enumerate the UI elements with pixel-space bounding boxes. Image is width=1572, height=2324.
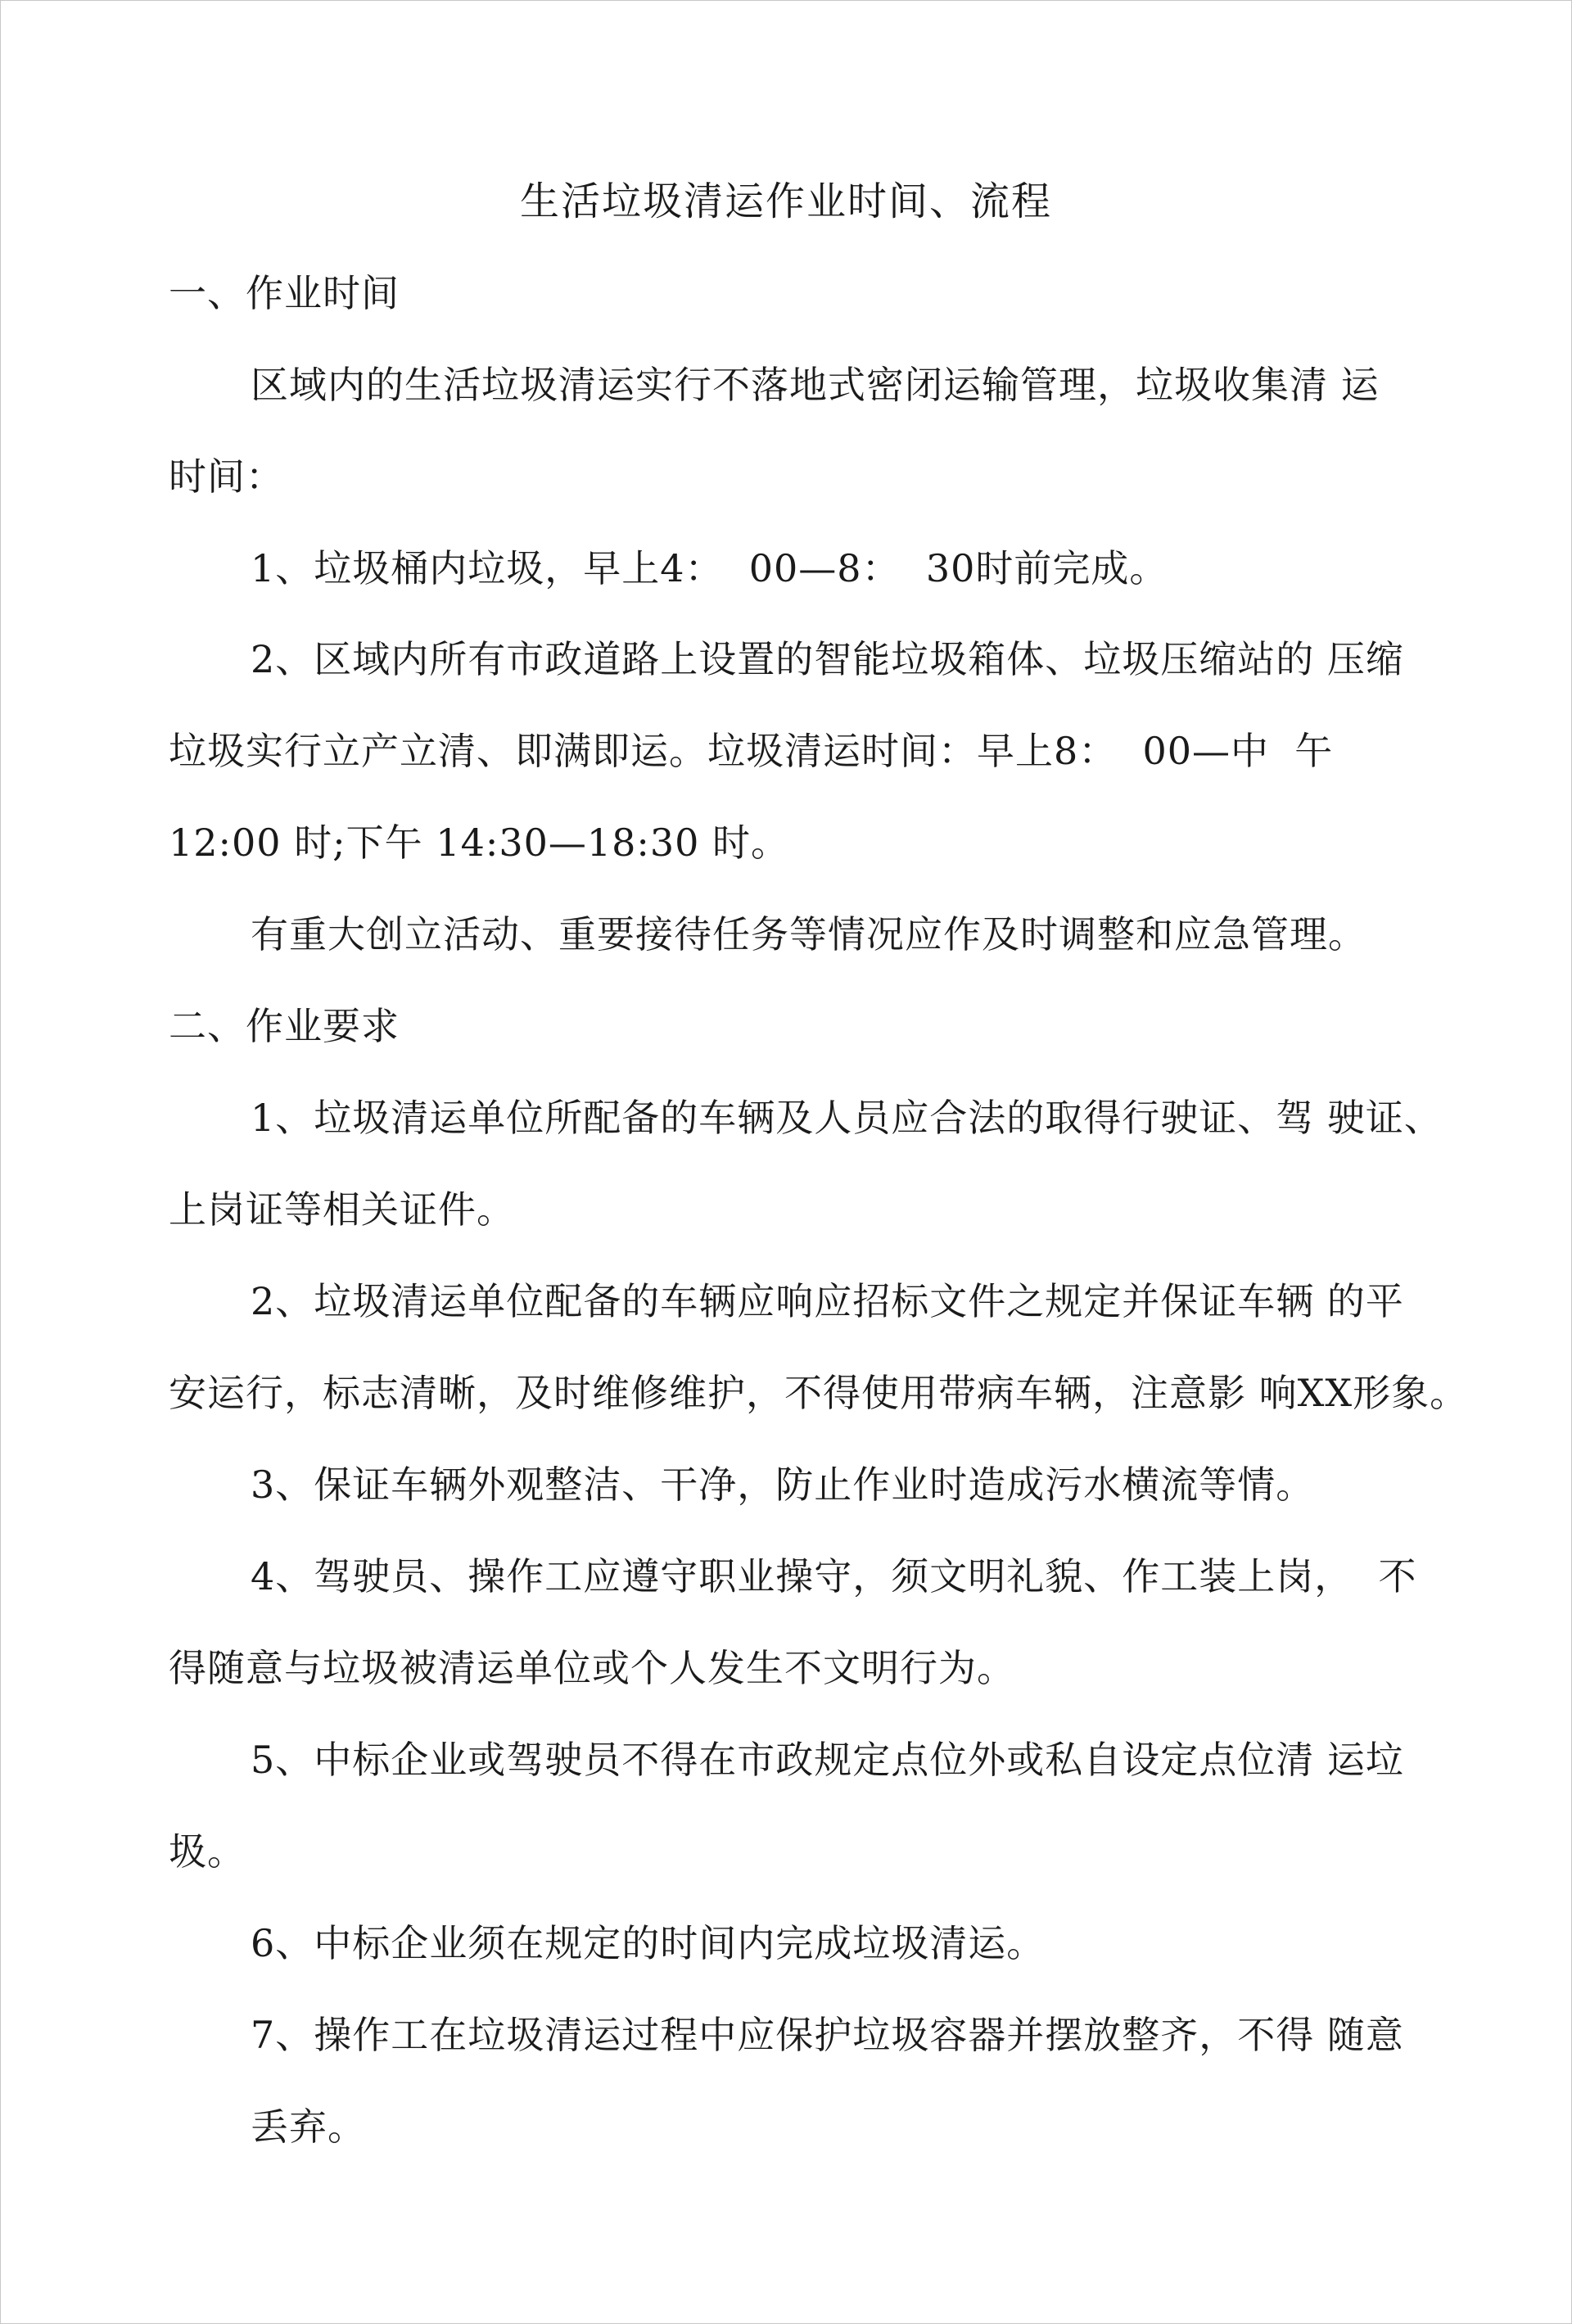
section-heading-work-requirements: 二、作业要求 bbox=[169, 1004, 400, 1048]
list-item: 5、中标企业或驾驶员不得在市政规定点位外或私自设定点位清 运垃 bbox=[251, 1738, 1404, 1782]
list-item: 3、保证车辆外观整洁、干净，防止作业时造成污水横流等情。 bbox=[251, 1463, 1315, 1507]
paragraph-line: 12:00 时;下午 14:30—18:30 时。 bbox=[169, 821, 790, 865]
paragraph-line: 垃圾实行立产立清、即满即运。垃圾清运时间：早上8： 00—中 午 bbox=[169, 729, 1334, 773]
list-item: 2、区域内所有市政道路上设置的智能垃圾箱体、垃圾压缩站的 压缩 bbox=[251, 637, 1404, 681]
paragraph-line: 得随意与垃圾被清运单位或个人发生不文明行为。 bbox=[169, 1646, 1015, 1690]
paragraph-line: 区域内的生活垃圾清运实行不落地式密闭运输管理，垃圾收集清 运 bbox=[251, 363, 1380, 407]
section-heading-work-time: 一、作业时间 bbox=[169, 271, 400, 315]
list-item: 4、驾驶员、操作工应遵守职业操守，须文明礼貌、作工装上岗， 不 bbox=[251, 1554, 1417, 1598]
list-item: 2、垃圾清运单位配备的车辆应响应招标文件之规定并保证车辆 的平 bbox=[251, 1279, 1404, 1323]
paragraph-line: 上岗证等相关证件。 bbox=[169, 1187, 515, 1232]
document-title: 生活垃圾清运作业时间、流程 bbox=[519, 179, 1052, 224]
list-item: 7、操作工在垃圾清运过程中应保护垃圾容器并摆放整齐，不得 随意 bbox=[251, 2013, 1404, 2057]
list-item: 6、中标企业须在规定的时间内完成垃圾清运。 bbox=[251, 1921, 1046, 1965]
paragraph-line: 有重大创立活动、重要接待任务等情况应作及时调整和应急管理。 bbox=[251, 912, 1366, 956]
paragraph-line: 时间： bbox=[169, 454, 284, 499]
paragraph-line: 圾。 bbox=[169, 1829, 246, 1874]
list-item: 1、垃圾清运单位所配备的车辆及人员应合法的取得行驶证、驾 驶证、 bbox=[251, 1096, 1443, 1140]
paragraph-line: 安运行，标志清晰，及时维修维护，不得使用带病车辆，注意影 响XX形象。 bbox=[169, 1371, 1469, 1415]
paragraph-line: 丢弃。 bbox=[251, 2105, 366, 2149]
list-item: 1、垃圾桶内垃圾，早上4： 00—8： 30时前完成。 bbox=[251, 546, 1168, 590]
